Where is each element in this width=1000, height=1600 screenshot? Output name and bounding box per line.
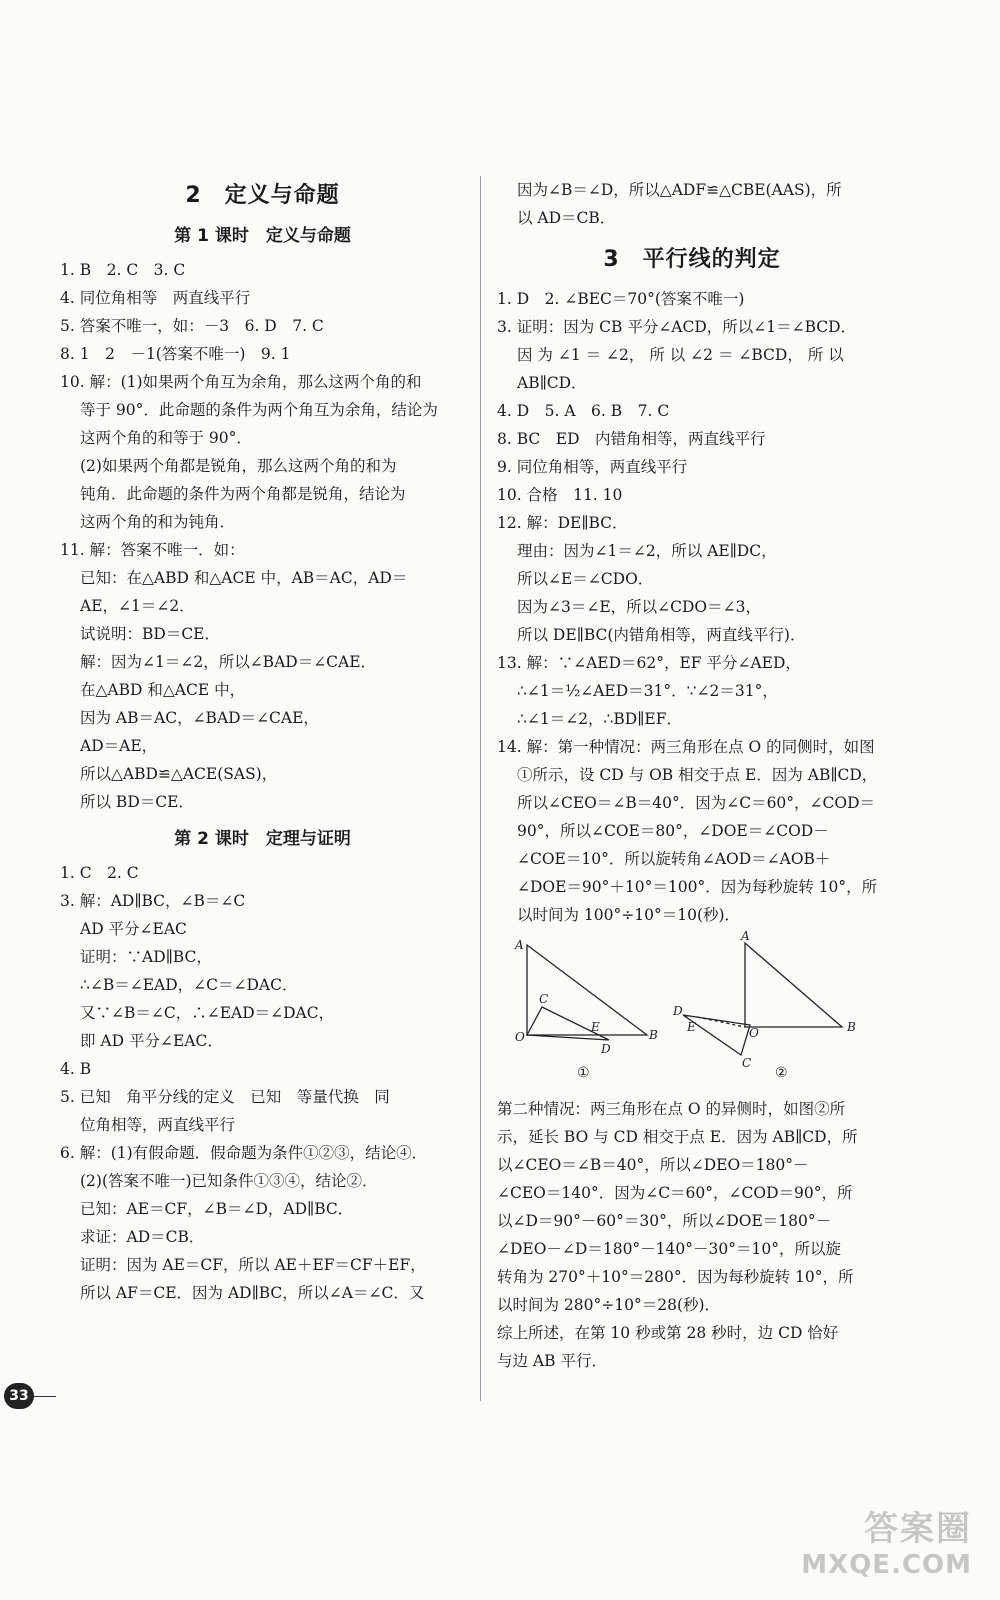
answer-line: 转角为 270°＋10°＝280°．因为每秒旋转 10°，所 [497, 1268, 854, 1286]
answer-line: ①所示，设 CD 与 OB 相交于点 E．因为 AB∥CD， [517, 766, 878, 784]
label-b2: B [847, 1020, 856, 1034]
answer-line: 5. 答案不唯一，如：－3 6. D 7. C [60, 317, 324, 335]
section-title-parallel-lines: 3 平行线的判定 [603, 247, 781, 272]
answer-line: 以∠CEO＝∠B＝40°，所以∠DEO＝180°－ [497, 1156, 809, 1174]
answer-line: 10. 合格 11. 10 [497, 486, 623, 504]
answer-line: (2)如果两个角都是锐角，那么这两个角的和为 [80, 457, 397, 475]
label-c1: C [539, 992, 549, 1006]
answer-line: 证明：∵AD∥BC， [80, 948, 212, 966]
answer-line: 示，延长 BO 与 CD 相交于点 E．因为 AB∥CD，所 [497, 1128, 858, 1146]
answer-line: ∴∠B＝∠EAD，∠C＝∠DAC． [80, 976, 298, 994]
answer-line: 求证：AD＝CB． [80, 1228, 205, 1246]
answer-line: 11. 解：答案不唯一．如： [60, 541, 245, 559]
lesson-1-title: 第 1 课时 定义与命题 [174, 226, 351, 246]
label-d1: D [601, 1042, 611, 1056]
answer-line: 10. 解：(1)如果两个角互为余角，那么这两个角的和 [60, 373, 422, 391]
answer-line: 4. B [60, 1060, 92, 1078]
answer-line: 这两个角的和为钝角． [80, 513, 236, 531]
figure-2-caption: ② [775, 1065, 788, 1081]
answer-line: AE，∠1＝∠2． [80, 597, 195, 615]
answer-line: 以∠D＝90°－60°＝30°，所以∠DOE＝180°－ [497, 1212, 832, 1230]
answer-line: 90°，所以∠COE＝80°，∠DOE＝∠COD－ [517, 822, 829, 840]
answer-line: 以 AD＝CB． [517, 209, 616, 227]
answer-line: 位角相等，两直线平行 [80, 1116, 236, 1134]
answer-line: 已知：在△ABD 和△ACE 中，AB＝AC，AD＝ [80, 569, 408, 587]
answer-line: 4. D 5. A 6. B 7. C [497, 402, 670, 420]
answer-line: 所以 BD＝CE． [80, 793, 194, 811]
answer-line: 又∵∠B＝∠C，∴∠EAD＝∠DAC， [80, 1004, 335, 1022]
watermark-url: MXQE.COM [801, 1550, 972, 1580]
watermark-logo: 答案圈 [864, 1509, 972, 1549]
answer-line: ∠CEO＝140°．因为∠C＝60°，∠COD＝90°，所 [497, 1184, 853, 1202]
answer-line: 6. 解：(1)有假命题．假命题为条件①②③，结论④． [60, 1144, 428, 1162]
answer-line: 1. C 2. C [60, 864, 139, 882]
page-number-badge: 33 [4, 1383, 34, 1409]
answer-line: 与边 AB 平行． [497, 1352, 607, 1370]
answer-line: 已知：AE＝CF，∠B＝∠D，AD∥BC． [80, 1200, 354, 1218]
answer-line: 所以 AF＝CE．因为 AD∥BC，所以∠A＝∠C．又 [80, 1284, 425, 1302]
answer-line: 8. 1 2 －1(答案不唯一) 9. 1 [60, 345, 291, 363]
answer-line: 理由：因为∠1＝∠2，所以 AE∥DC， [517, 542, 777, 560]
figure-1 [514, 938, 658, 1081]
answer-line: 14. 解：第一种情况：两三角形在点 O 的同侧时，如图 [497, 738, 875, 756]
answer-line: 1. B 2. C 3. C [60, 261, 186, 279]
answer-line: ∠DEO－∠D＝180°－140°－30°＝10°，所以旋 [497, 1240, 841, 1258]
answer-line: ∴∠1＝∠2，∴BD∥EF． [517, 710, 682, 728]
triangle-figures [497, 929, 877, 1087]
label-b1: B [649, 1028, 658, 1042]
answer-line: 8. BC ED 内错角相等，两直线平行 [497, 430, 766, 448]
triangle-aob-1 [527, 945, 647, 1035]
answer-line: 13. 解：∵∠AED＝62°，EF 平分∠AED， [497, 654, 801, 672]
left-column [60, 168, 465, 1307]
answer-line: 所以∠CEO＝∠B＝40°．因为∠C＝60°，∠COD＝ [517, 794, 876, 812]
answer-line: 5. 已知 角平分线的定义 已知 等量代换 同 [60, 1088, 390, 1106]
answer-line: 3. 证明：因为 CB 平分∠ACD，所以∠1＝∠BCD． [497, 318, 857, 336]
answer-line: 所以∠E＝∠CDO． [517, 570, 654, 588]
answer-line: 以时间为 100°÷10°＝10(秒)． [517, 906, 741, 924]
label-d2: D [673, 1004, 683, 1018]
answer-line: 即 AD 平分∠EAC． [80, 1032, 223, 1050]
answer-line: 因为∠B＝∠D，所以△ADF≌△CBE(AAS)，所 [517, 181, 842, 199]
answer-line: 以时间为 280°÷10°＝28(秒)． [497, 1296, 721, 1314]
answer-line: AD＝AE， [80, 737, 158, 755]
answer-line: AD 平分∠EAC [80, 920, 187, 938]
answer-line: 4. 同位角相等 两直线平行 [60, 289, 251, 307]
label-o1: O [515, 1030, 525, 1044]
section-title-definition-proposition: 2 定义与命题 [185, 183, 340, 208]
answer-line: 所以 DE∥BC(内错角相等，两直线平行)． [517, 626, 806, 644]
answer-line: 试说明：BD＝CE． [80, 625, 220, 643]
answer-line: 因 为 ∠1 ＝ ∠2， 所 以 ∠2 ＝ ∠BCD， 所 以 [517, 346, 844, 364]
figure-1-caption: ① [577, 1065, 590, 1081]
answer-line: 证明：因为 AE＝CF，所以 AE＋EF＝CF＋EF， [80, 1256, 426, 1274]
answer-line: ∠DOE＝90°＋10°＝100°．因为每秒旋转 10°，所 [517, 878, 878, 896]
label-e1: E [591, 1020, 600, 1034]
label-a2: A [741, 929, 750, 943]
answer-line: ∠COE＝10°．所以旋转角∠AOD＝∠AOB＋ [517, 850, 831, 868]
label-e2: E [687, 1020, 696, 1034]
lesson-2-title: 第 2 课时 定理与证明 [174, 829, 351, 849]
answer-line: 所以△ABD≌△ACE(SAS)， [80, 765, 278, 783]
answer-line: ∴∠1＝½∠AED＝31°．∵∠2＝31°， [517, 682, 778, 700]
answer-line: 这两个角的和等于 90°． [80, 429, 252, 447]
answer-line: AB∥CD． [517, 374, 587, 392]
column-divider [480, 176, 481, 1401]
answer-line: 3. 解：AD∥BC，∠B＝∠C [60, 892, 246, 910]
label-o2: O [749, 1026, 759, 1040]
answer-line: 在△ABD 和△ACE 中， [80, 681, 246, 699]
triangle-aob-2 [745, 943, 842, 1027]
answer-line: 12. 解：DE∥BC． [497, 514, 628, 532]
label-a1: A [515, 938, 524, 952]
page-number-rule [34, 1396, 56, 1397]
watermark [801, 1501, 972, 1580]
answer-line: (2)(答案不唯一)已知条件①③④，结论②． [80, 1172, 378, 1190]
figure-2 [672, 929, 856, 1081]
answer-line: 等于 90°．此命题的条件为两个角互为余角，结论为 [80, 401, 438, 419]
right-column [497, 176, 887, 1375]
answer-line: 钝角．此命题的条件为两个角都是锐角，结论为 [80, 485, 406, 503]
answer-line: 综上所述，在第 10 秒或第 28 秒时，边 CD 恰好 [497, 1324, 839, 1342]
answer-line: 9. 同位角相等，两直线平行 [497, 458, 688, 476]
answer-line: 1. D 2. ∠BEC＝70°(答案不唯一) [497, 290, 745, 308]
answer-line: 第二种情况：两三角形在点 O 的异侧时，如图②所 [497, 1100, 846, 1118]
label-c2: C [742, 1056, 752, 1070]
answer-line: 因为∠3＝∠E，所以∠CDO＝∠3， [517, 598, 761, 616]
answer-line: 因为 AB＝AC，∠BAD＝∠CAE， [80, 709, 319, 727]
extension-line-bo [697, 1017, 745, 1027]
answer-line: 解：因为∠1＝∠2，所以∠BAD＝∠CAE． [80, 653, 377, 671]
